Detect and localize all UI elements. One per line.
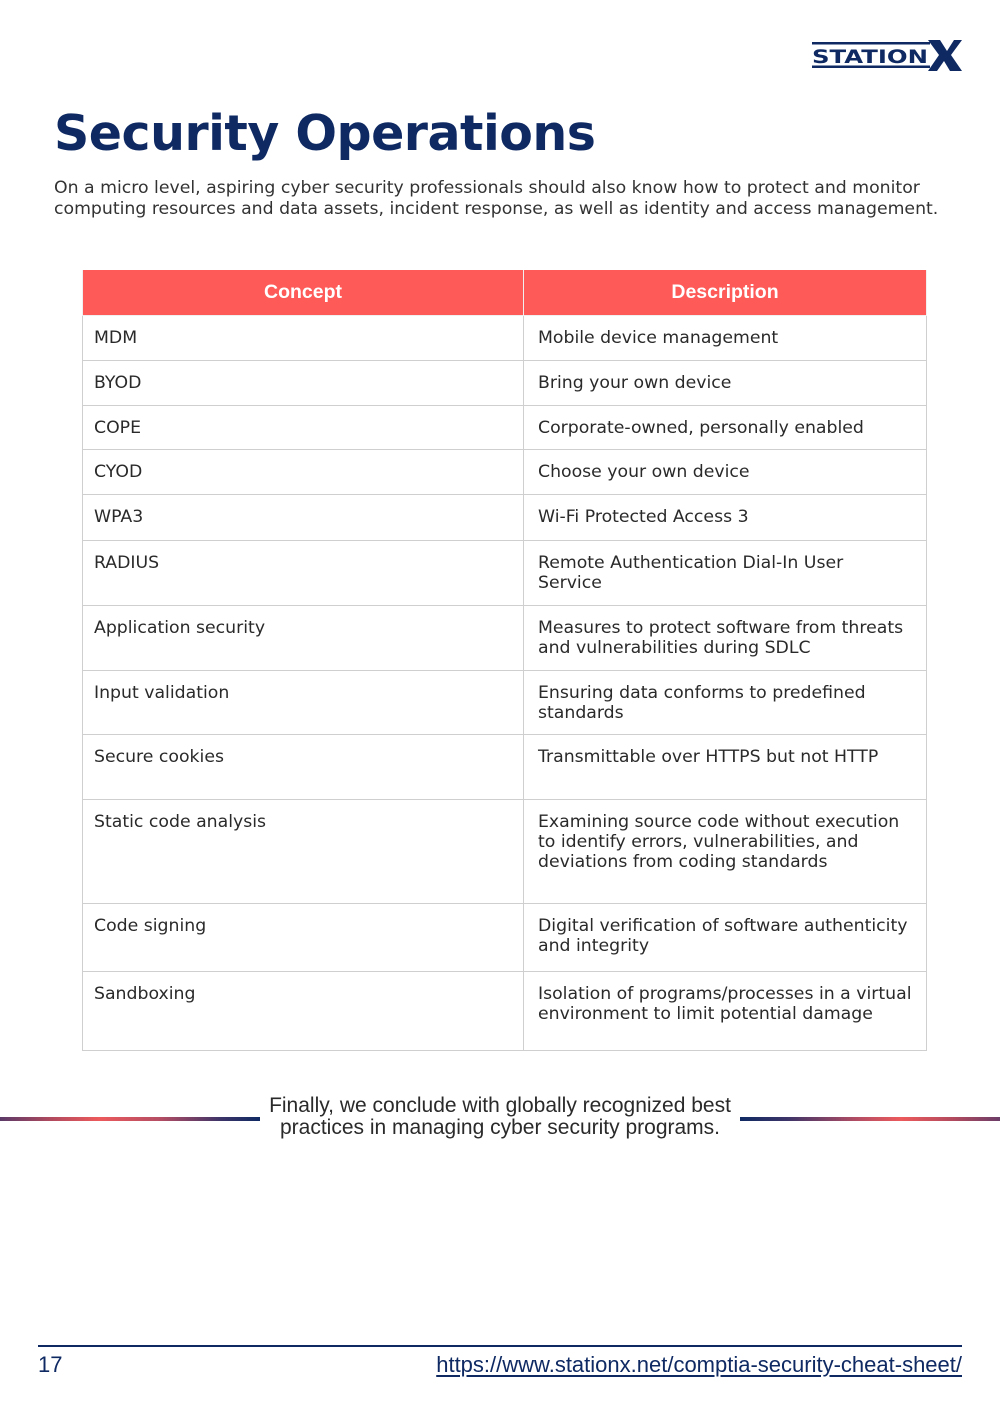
table-row: [83, 494, 927, 540]
description-cell: Mobile device management: [524, 315, 927, 360]
concept-cell: Sandboxing: [83, 971, 524, 1050]
description-cell: Corporate-owned, personally enabled: [524, 405, 927, 449]
concept-cell: Application security: [83, 605, 524, 670]
description-cell: Choose your own device: [524, 449, 927, 494]
description-cell: Wi-Fi Protected Access 3: [524, 494, 927, 540]
concept-cell: COPE: [83, 405, 524, 449]
concept-cell: Code signing: [83, 903, 524, 971]
page-title: Security Operations: [54, 105, 596, 162]
table-row: [83, 605, 927, 670]
footer-rule: [38, 1345, 962, 1347]
description-cell: Measures to protect software from threats and vulnerabilities during SDLC: [524, 605, 927, 670]
concept-cell: MDM: [83, 315, 524, 360]
table-row: [83, 799, 927, 903]
description-cell: Bring your own device: [524, 360, 927, 405]
table-row: [83, 971, 927, 1050]
table-row: [83, 315, 927, 360]
table-row: [83, 360, 927, 405]
description-cell: Ensuring data conforms to predefined standards: [524, 670, 927, 734]
description-cell: Examining source code without execution to identify errors, vulnerabilities, and deviations from coding standards: [524, 799, 927, 903]
column-header-concept: Concept: [83, 270, 524, 315]
description-cell: Remote Authentication Dial-In User Service: [524, 540, 927, 605]
table-row: [83, 405, 927, 449]
svg-text:STATION: STATION: [812, 46, 928, 68]
description-cell: Digital verification of software authenticity and integrity: [524, 903, 927, 971]
column-header-description: Description: [524, 270, 927, 315]
table-row: [83, 903, 927, 971]
table-row: [83, 670, 927, 734]
table-row: [83, 734, 927, 799]
gradient-divider-left: [0, 1117, 260, 1121]
security-operations-table: [82, 270, 927, 1051]
intro-paragraph: On a micro level, aspiring cyber security professionals should also know how to protect and monitor computing resources and data assets, incident response, as well as identity and access management.: [54, 178, 939, 219]
closing-text: Finally, we conclude with globally recognized best practices in managing cyber security programs.: [269, 1094, 731, 1139]
footer-link[interactable]: https://www.stationx.net/comptia-security-cheat-sheet/: [436, 1352, 962, 1377]
table-row: [83, 449, 927, 494]
concept-cell: RADIUS: [83, 540, 524, 605]
stationx-logo: [810, 38, 962, 72]
table-row: [83, 540, 927, 605]
concept-cell: WPA3: [83, 494, 524, 540]
gradient-divider-right: [740, 1117, 1000, 1121]
page-number: 17: [38, 1352, 63, 1377]
stationx-logo-icon: [810, 38, 962, 72]
table-header-row: [83, 270, 927, 315]
concept-cell: Static code analysis: [83, 799, 524, 903]
concept-cell: Secure cookies: [83, 734, 524, 799]
concept-cell: CYOD: [83, 449, 524, 494]
description-cell: Transmittable over HTTPS but not HTTP: [524, 734, 927, 799]
description-cell: Isolation of programs/processes in a virtual environment to limit potential damage: [524, 971, 927, 1050]
concept-cell: Input validation: [83, 670, 524, 734]
concept-cell: BYOD: [83, 360, 524, 405]
